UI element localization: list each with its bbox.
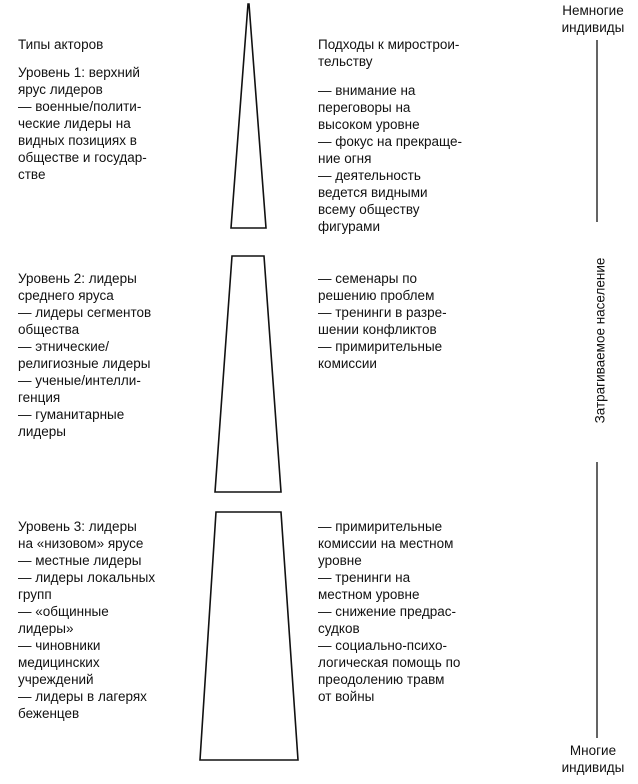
level-2-actors: [18, 270, 151, 440]
level-3-approach-line: судков: [318, 621, 360, 636]
level-3-approach-line: — социально-психо-: [318, 638, 448, 653]
level-3-approach-line: от войны: [318, 689, 375, 704]
level-1-actor-line: обществе и государ-: [18, 150, 147, 165]
level-1-approach-line: ведется видными: [318, 185, 428, 200]
level-2-approach-line: решению проблем: [318, 288, 435, 303]
level-3-actor-line: — «общинные: [18, 604, 109, 619]
level-2-actor-line: — гуманитарные: [18, 407, 125, 422]
approaches-column-title: [318, 36, 459, 70]
level-1-approach-line: всему обществу: [318, 202, 420, 217]
level-2-approach-line: — примирительные: [318, 339, 443, 354]
level-3-actor-line: — чиновники: [18, 638, 101, 653]
level-2-actor-line: — этнические/: [18, 339, 110, 354]
scale-top-line: индивиды: [561, 20, 625, 35]
level-2-actor-line: лидеры: [18, 424, 67, 439]
scale-top-label: [548, 2, 638, 36]
level-3-approach-line: местном уровне: [318, 587, 420, 602]
scale-bottom-label: [548, 742, 638, 776]
scale-bottom-line: Многие: [569, 743, 617, 758]
level-2-actor-line: — ученые/интелли-: [18, 373, 141, 388]
level-1-actor-line: видных позициях в: [18, 133, 137, 148]
level-1-actors: [18, 64, 147, 183]
level-2-actor-line: общества: [18, 322, 80, 337]
level-1-approach-line: фигурами: [318, 219, 381, 234]
level-2-actor-line: религиозные лидеры: [18, 356, 151, 371]
actors-column-title: [18, 36, 103, 53]
level-3-actor-line: Уровень 3: лидеры: [18, 519, 137, 534]
scale-bottom-line: индивиды: [561, 760, 625, 775]
level-3-actors: [18, 518, 155, 722]
level-1-actor-line: ярус лидеров: [18, 82, 103, 97]
level-1-actor-line: стве: [18, 167, 46, 182]
level-3-actor-line: медицинских: [18, 655, 100, 670]
level-1-approach-line: — деятельность: [318, 168, 421, 183]
scale-top-line: Немногие: [562, 3, 624, 18]
level-3-approach-line: — снижение предрас-: [318, 604, 456, 619]
level-3-approaches: [318, 518, 460, 705]
level-2-actor-line: — лидеры сегментов: [18, 305, 152, 320]
population-axis-label: Затрагиваемое население: [593, 254, 608, 428]
actors-title-text: Типы акторов: [18, 37, 104, 52]
level-1-approach-line: — внимание на: [318, 83, 416, 98]
pyramid-tier-3: [200, 512, 298, 760]
level-1-approach-line: высоком уровне: [318, 117, 420, 132]
level-1-approach-line: — фокус на прекраще-: [318, 134, 462, 149]
level-3-approach-line: комиссии на местном: [318, 536, 454, 551]
level-2-actor-line: Уровень 2: лидеры: [18, 271, 137, 286]
pyramid-tier-2: [215, 256, 281, 492]
level-3-actor-line: — лидеры в лагерях: [18, 689, 147, 704]
level-2-approach-line: — семенары по: [318, 271, 418, 286]
level-1-actor-line: — военные/полити-: [18, 99, 142, 114]
approaches-title-line: Подходы к мирострои-: [318, 37, 460, 52]
level-2-approaches: [318, 270, 447, 372]
level-3-actor-line: — местные лидеры: [18, 553, 142, 568]
level-3-actor-line: учреждений: [18, 672, 94, 687]
level-1-actor-line: ческие лидеры на: [18, 116, 131, 131]
approaches-title-line: тельству: [318, 54, 373, 69]
level-3-approach-line: преодолению травм: [318, 672, 445, 687]
level-3-actor-line: на «низовом» ярусе: [18, 536, 144, 551]
level-3-approach-line: уровне: [318, 553, 362, 568]
level-3-actor-line: лидеры»: [18, 621, 74, 636]
pyramid-tier-1: [231, 4, 266, 228]
level-1-actor-line: Уровень 1: верхний: [18, 65, 140, 80]
level-3-approach-line: логическая помощь по: [318, 655, 461, 670]
level-3-actor-line: — лидеры локальных: [18, 570, 156, 585]
level-3-actor-line: групп: [18, 587, 52, 602]
level-2-actor-line: генция: [18, 390, 61, 405]
level-3-approach-line: — тренинги на: [318, 570, 411, 585]
level-1-approach-line: переговоры на: [318, 100, 411, 115]
level-1-approach-line: ние огня: [318, 151, 372, 166]
level-1-approaches: [318, 82, 462, 235]
level-2-approach-line: комиссии: [318, 356, 377, 371]
level-2-actor-line: среднего яруса: [18, 288, 114, 303]
level-2-approach-line: шении конфликтов: [318, 322, 437, 337]
level-2-approach-line: — тренинги в разре-: [318, 305, 447, 320]
level-3-approach-line: — примирительные: [318, 519, 443, 534]
level-3-actor-line: беженцев: [18, 706, 80, 721]
